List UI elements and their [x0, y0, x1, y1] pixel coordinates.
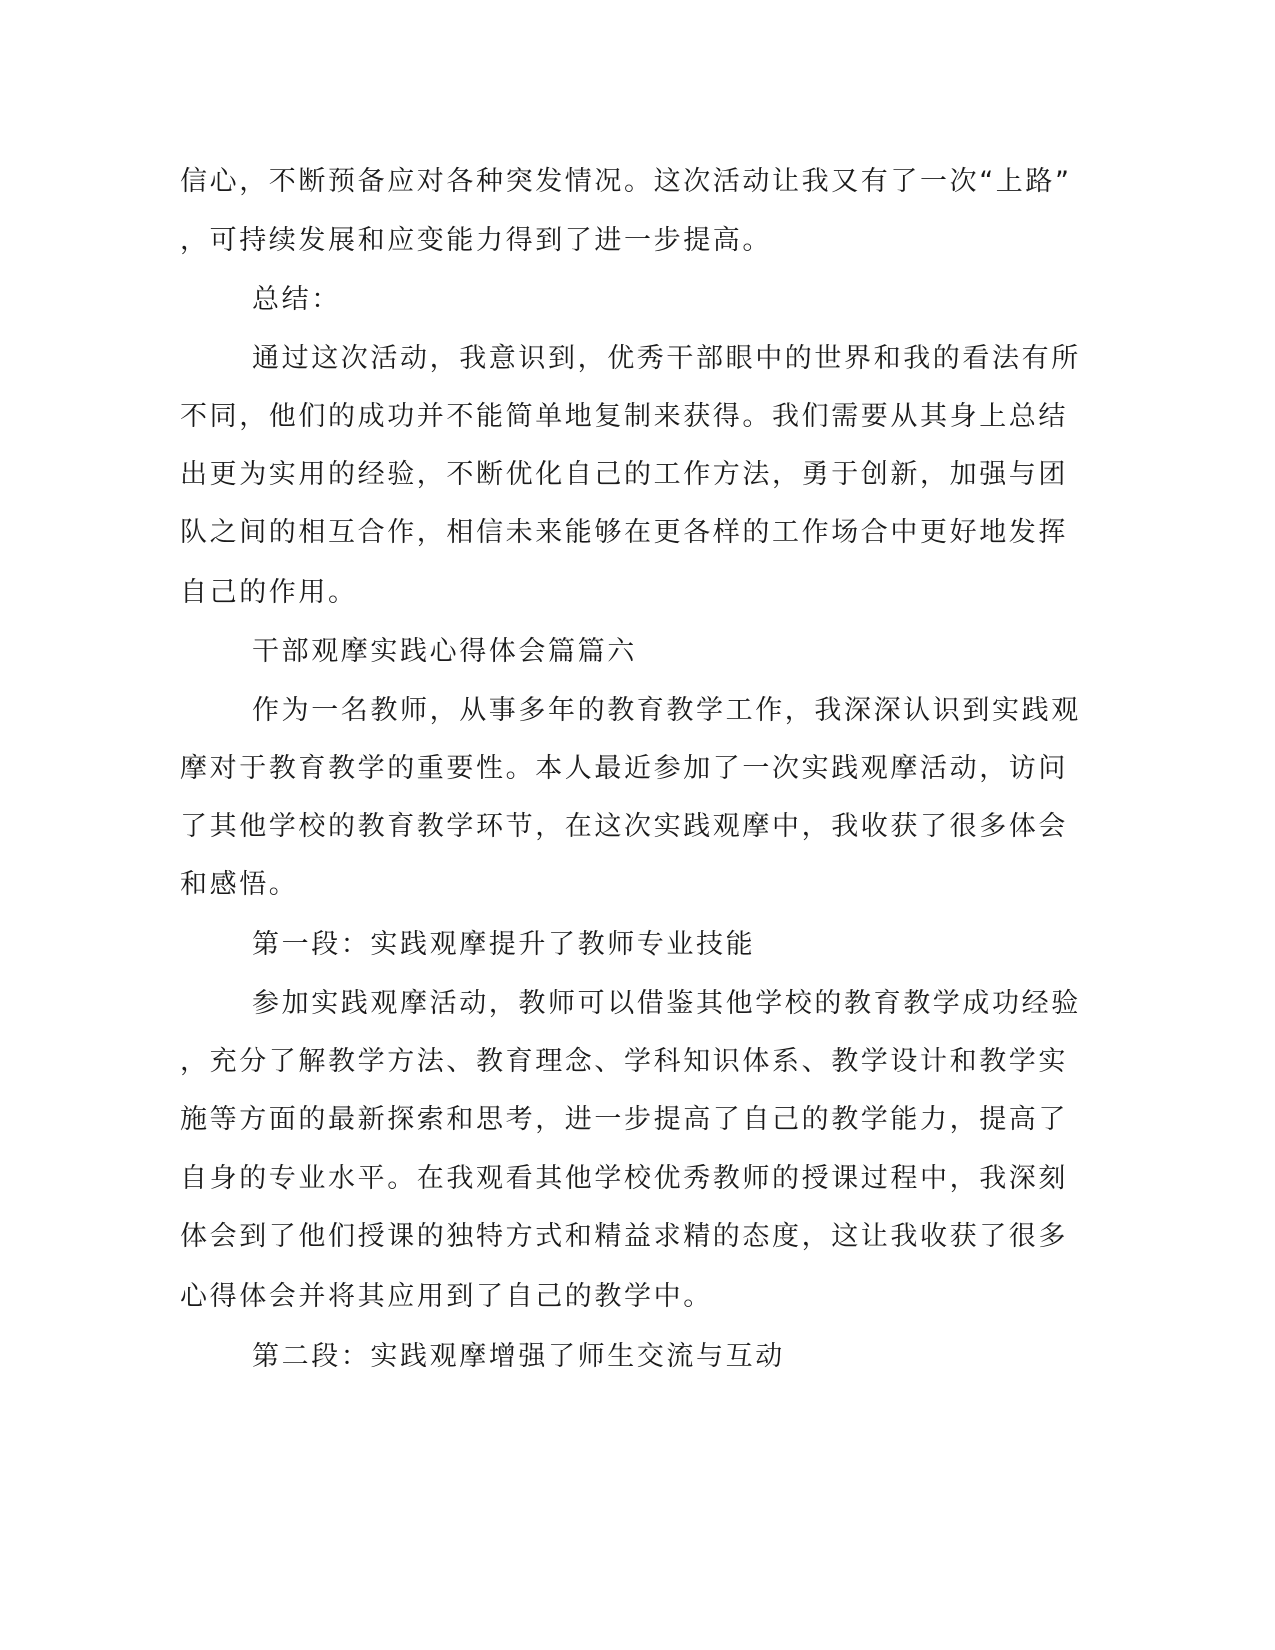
section-label-summary: 总结： [252, 284, 341, 315]
text-line: 作为一名教师，从事多年的教育教学工作，我深深认识到实践观 [252, 695, 1081, 726]
text-line: 体会到了他们授课的独特方式和精益求精的态度，这让我收获了很多 [180, 1221, 1068, 1252]
section-heading: 第二段：实践观摩增强了师生交流与互动 [252, 1341, 785, 1372]
text-line: 摩对于教育教学的重要性。本人最近参加了一次实践观摩活动，访问 [180, 753, 1068, 784]
text-line: 和感悟。 [180, 869, 299, 900]
text-line: 心得体会并将其应用到了自己的教学中。 [180, 1281, 713, 1312]
text-line: 自身的专业水平。在我观看其他学校优秀教师的授课过程中，我深刻 [180, 1163, 1068, 1194]
text-line: 参加实践观摩活动，教师可以借鉴其他学校的教育教学成功经验 [252, 988, 1081, 1019]
text-line: 自己的作用。 [180, 577, 358, 608]
text-line: 不同，他们的成功并不能简单地复制来获得。我们需要从其身上总结 [180, 401, 1068, 432]
text-line: 信心，不断预备应对各种突发情况。这次活动让我又有了一次“上路” [180, 166, 1072, 197]
text-line: ，充分了解教学方法、教育理念、学科知识体系、教学设计和教学实 [180, 1046, 1068, 1077]
text-line: 出更为实用的经验，不断优化自己的工作方法，勇于创新，加强与团 [180, 459, 1068, 490]
text-line: 通过这次活动，我意识到，优秀干部眼中的世界和我的看法有所 [252, 343, 1081, 374]
section-heading: 第一段：实践观摩提升了教师专业技能 [252, 929, 756, 960]
text-line: 施等方面的最新探索和思考，进一步提高了自己的教学能力，提高了 [180, 1104, 1068, 1135]
text-line: ，可持续发展和应变能力得到了进一步提高。 [180, 225, 772, 256]
section-heading: 干部观摩实践心得体会篇篇六 [252, 636, 637, 667]
text-line: 队之间的相互合作，相信未来能够在更各样的工作场合中更好地发挥 [180, 517, 1068, 548]
text-line: 了其他学校的教育教学环节，在这次实践观摩中，我收获了很多体会 [180, 811, 1068, 842]
